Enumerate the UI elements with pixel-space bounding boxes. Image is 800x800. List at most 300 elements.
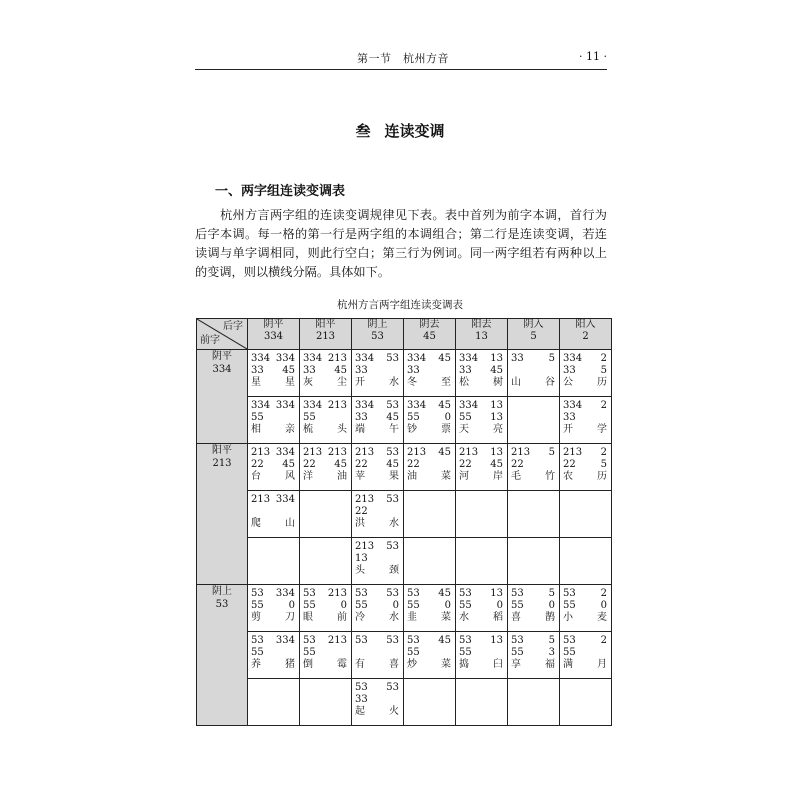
example-char: 台 — [251, 471, 261, 482]
sandhi-entry — [456, 397, 507, 438]
sandhi-tone: 55 — [511, 647, 524, 658]
column-tone-value: 213 — [315, 331, 336, 342]
citation-tone: 213 — [327, 635, 347, 646]
sandhi-tone: 22 — [511, 459, 524, 470]
citation-tone: 2 — [600, 400, 607, 411]
sandhi-tone: 55 — [251, 647, 264, 658]
citation-tone: 53 — [355, 588, 368, 599]
sandhi-entry — [300, 350, 351, 391]
citation-tone: 334 — [303, 400, 323, 411]
sandhi-tone: 45 — [334, 459, 347, 470]
example-char: 稻 — [493, 612, 503, 623]
table-row — [197, 538, 612, 585]
example-char: 山 — [511, 377, 521, 388]
example-char: 苹 — [355, 471, 365, 482]
citation-tone: 334 — [563, 400, 583, 411]
sandhi-tone: 0 — [496, 600, 503, 611]
example-char: 风 — [285, 471, 295, 482]
example-char: 农 — [563, 471, 573, 482]
sandhi-tone — [377, 647, 399, 659]
sandhi-tone — [325, 412, 347, 424]
sandhi-tone: 0 — [288, 600, 295, 611]
table-row — [197, 491, 612, 538]
citation-tone: 53 — [386, 447, 399, 458]
sandhi-cell — [300, 444, 352, 491]
sandhi-cell — [456, 350, 508, 397]
empty-cell — [404, 491, 456, 538]
sandhi-cell — [560, 397, 612, 444]
empty-cell — [300, 679, 352, 726]
example-char: 开 — [355, 377, 365, 388]
empty-cell — [560, 538, 612, 585]
citation-tone: 13 — [490, 353, 503, 364]
header-rule — [195, 69, 607, 70]
example-char: 炒 — [407, 659, 417, 670]
citation-tone: 213 — [355, 447, 375, 458]
column-header — [404, 319, 456, 350]
sandhi-entry — [352, 444, 403, 485]
sandhi-tone — [533, 365, 555, 377]
citation-tone: 2 — [600, 588, 607, 599]
citation-tone: 334 — [303, 353, 323, 364]
example-char: 洋 — [303, 471, 313, 482]
example-char: 满 — [563, 659, 573, 670]
example-char: 麦 — [597, 612, 607, 623]
sandhi-cell — [560, 585, 612, 632]
sandhi-cell — [404, 397, 456, 444]
citation-tone: 53 — [563, 588, 576, 599]
running-header-title: 第一节 杭州方音 — [357, 52, 449, 65]
sandhi-cell — [352, 538, 404, 585]
sandhi-entry — [508, 632, 559, 673]
sandhi-entry — [456, 444, 507, 485]
empty-cell — [300, 538, 352, 585]
citation-tone: 53 — [407, 635, 420, 646]
example-char: 头 — [355, 565, 365, 576]
column-tone-name: 阳去 — [471, 319, 492, 330]
sandhi-entry — [248, 350, 299, 391]
column-tone-name: 阳入 — [575, 319, 596, 330]
sandhi-cell — [352, 491, 404, 538]
example-char: 颈 — [389, 565, 399, 576]
sandhi-tone: 55 — [251, 412, 264, 423]
example-char: 油 — [407, 471, 417, 482]
sandhi-tone — [481, 647, 503, 659]
example-char: 霉 — [337, 659, 347, 670]
example-char: 尘 — [337, 377, 347, 388]
sandhi-tone: 33 — [563, 412, 576, 423]
citation-tone: 213 — [355, 494, 375, 505]
example-char: 至 — [441, 377, 451, 388]
section-title: 连读变调 — [384, 122, 445, 140]
sandhi-tone: 0 — [444, 412, 451, 423]
sandhi-cell — [300, 585, 352, 632]
citation-tone: 213 — [327, 400, 347, 411]
sandhi-cell — [352, 585, 404, 632]
example-char: 相 — [251, 424, 261, 435]
column-tone-name: 阴平 — [263, 319, 284, 330]
sandhi-tone: 33 — [355, 694, 368, 705]
sandhi-entry — [248, 444, 299, 485]
sandhi-tone: 45 — [334, 365, 347, 376]
sandhi-cell — [352, 397, 404, 444]
empty-cell — [404, 538, 456, 585]
example-char: 火 — [389, 706, 399, 717]
citation-tone: 334 — [563, 353, 583, 364]
sandhi-tone — [377, 694, 399, 706]
sandhi-entry — [248, 491, 299, 532]
sandhi-cell — [248, 350, 300, 397]
citation-tone: 213 — [407, 447, 427, 458]
example-char: 享 — [511, 659, 521, 670]
example-char: 菜 — [441, 612, 451, 623]
example-char: 公 — [563, 377, 573, 388]
example-char: 冬 — [407, 377, 417, 388]
sandhi-tone: 22 — [355, 506, 368, 517]
example-char: 山 — [285, 518, 295, 529]
citation-tone: 5 — [548, 353, 555, 364]
sandhi-entry — [456, 350, 507, 391]
citation-tone: 334 — [251, 353, 271, 364]
example-char: 有 — [355, 659, 365, 670]
sandhi-tone — [273, 647, 295, 659]
example-char: 票 — [441, 424, 451, 435]
sandhi-cell — [456, 632, 508, 679]
sandhi-tone: 55 — [407, 412, 420, 423]
citation-tone: 53 — [386, 635, 399, 646]
example-char: 臼 — [493, 659, 503, 670]
sandhi-entry — [352, 397, 403, 438]
sandhi-entry — [560, 397, 611, 438]
example-char: 养 — [251, 659, 261, 670]
sandhi-entry — [404, 585, 455, 626]
sandhi-entry — [352, 491, 403, 532]
sandhi-tone — [273, 506, 295, 518]
column-header — [508, 319, 560, 350]
column-tone-name: 阴上 — [367, 319, 388, 330]
citation-tone: 213 — [251, 494, 271, 505]
sandhi-entry — [508, 350, 559, 391]
sandhi-entry — [352, 585, 403, 626]
running-header — [195, 48, 607, 68]
citation-tone: 334 — [355, 353, 375, 364]
empty-cell — [560, 491, 612, 538]
sandhi-tone — [585, 412, 607, 424]
citation-tone: 53 — [251, 588, 264, 599]
sandhi-tone: 22 — [459, 459, 472, 470]
example-char: 冷 — [355, 612, 365, 623]
sandhi-tone: 22 — [563, 459, 576, 470]
example-char: 喜 — [511, 612, 521, 623]
sandhi-entry — [508, 585, 559, 626]
citation-tone: 53 — [355, 635, 368, 646]
citation-tone: 334 — [407, 400, 427, 411]
example-char: 河 — [459, 471, 469, 482]
empty-cell — [508, 397, 560, 444]
sandhi-tone: 0 — [600, 600, 607, 611]
sandhi-entry — [248, 632, 299, 673]
sandhi-tone — [251, 506, 273, 518]
citation-tone: 53 — [511, 635, 524, 646]
sandhi-tone: 0 — [392, 600, 399, 611]
sandhi-tone: 45 — [282, 459, 295, 470]
sandhi-tone — [377, 365, 399, 377]
sandhi-cell — [404, 585, 456, 632]
citation-tone: 334 — [407, 353, 427, 364]
sandhi-cell — [300, 397, 352, 444]
example-char: 猪 — [285, 659, 295, 670]
citation-tone: 13 — [490, 400, 503, 411]
sandhi-tone: 55 — [303, 647, 316, 658]
citation-tone: 334 — [459, 353, 479, 364]
example-char: 天 — [459, 424, 469, 435]
column-tone-value: 45 — [423, 331, 436, 342]
citation-tone: 53 — [355, 682, 368, 693]
example-char: 星 — [251, 377, 261, 388]
sandhi-cell — [248, 444, 300, 491]
corner-label-following: 后字 — [223, 321, 243, 332]
citation-tone: 213 — [303, 447, 323, 458]
sandhi-tone: 22 — [355, 459, 368, 470]
example-char: 洪 — [355, 518, 365, 529]
sandhi-entry — [352, 632, 403, 673]
corner-label-preceding: 前字 — [200, 335, 220, 346]
example-char: 树 — [493, 377, 503, 388]
example-char: 历 — [597, 377, 607, 388]
column-header — [300, 319, 352, 350]
sandhi-entry — [560, 350, 611, 391]
citation-tone: 53 — [386, 588, 399, 599]
example-char: 水 — [389, 377, 399, 388]
example-char: 韭 — [407, 612, 417, 623]
example-char: 捣 — [459, 659, 469, 670]
example-char: 谷 — [545, 377, 555, 388]
sandhi-cell — [352, 444, 404, 491]
table-corner-cell — [197, 319, 248, 350]
example-char: 午 — [389, 424, 399, 435]
sandhi-tone — [533, 459, 555, 471]
table-row — [197, 679, 612, 726]
example-char: 眼 — [303, 612, 313, 623]
citation-tone: 53 — [386, 541, 399, 552]
sandhi-tone: 55 — [563, 647, 576, 658]
table-row — [197, 632, 612, 679]
row-tone-value: 213 — [212, 458, 232, 469]
sandhi-entry — [404, 444, 455, 485]
sandhi-entry — [352, 350, 403, 391]
sandhi-cell — [508, 585, 560, 632]
sandhi-cell — [300, 632, 352, 679]
example-char: 开 — [563, 424, 573, 435]
sandhi-cell — [404, 444, 456, 491]
citation-tone: 2 — [600, 635, 607, 646]
sandhi-tone — [429, 459, 451, 471]
citation-tone: 53 — [386, 494, 399, 505]
sandhi-tone — [325, 647, 347, 659]
sandhi-tone: 33 — [251, 365, 264, 376]
example-char: 钞 — [407, 424, 417, 435]
citation-tone: 334 — [275, 588, 295, 599]
citation-tone: 53 — [563, 635, 576, 646]
citation-tone: 2 — [600, 353, 607, 364]
sandhi-tone: 55 — [563, 600, 576, 611]
example-char: 松 — [459, 377, 469, 388]
row-tone-name: 阴平 — [212, 351, 232, 362]
sandhi-tone: 55 — [407, 647, 420, 658]
citation-tone: 45 — [438, 635, 451, 646]
sandhi-tone — [273, 412, 295, 424]
citation-tone: 334 — [355, 400, 375, 411]
table-row — [197, 350, 612, 397]
example-char: 毛 — [511, 471, 521, 482]
empty-cell — [508, 538, 560, 585]
sandhi-tone: 55 — [303, 600, 316, 611]
sandhi-entry — [352, 538, 403, 579]
citation-tone: 334 — [275, 635, 295, 646]
sandhi-cell — [404, 632, 456, 679]
example-char: 历 — [597, 471, 607, 482]
sandhi-entry — [560, 632, 611, 673]
sandhi-tone — [377, 553, 399, 565]
body-paragraph: 杭州方言两字组的连读变调规律见下表。表中首列为前字本调，首行为后字本调。每一格的第一行是两字组的本调组合；第二行是连读变调，若连读调与单字调相同，则此行空白；第三行为例词。同一两字组若有两种以上的变调，则以横线分隔。具体如下。 — [195, 208, 607, 279]
example-char: 亮 — [493, 424, 503, 435]
example-char: 喜 — [389, 659, 399, 670]
citation-tone: 213 — [327, 588, 347, 599]
sandhi-cell — [456, 397, 508, 444]
sandhi-entry — [404, 397, 455, 438]
citation-tone: 13 — [490, 588, 503, 599]
column-tone-value: 5 — [530, 331, 537, 342]
sandhi-entry — [508, 444, 559, 485]
sandhi-tone — [585, 647, 607, 659]
table-caption: 杭州方言两字组连读变调表 — [337, 299, 463, 311]
example-char: 起 — [355, 706, 365, 717]
sandhi-tone: 45 — [490, 459, 503, 470]
sandhi-tone: 13 — [490, 412, 503, 423]
sandhi-cell — [352, 679, 404, 726]
citation-tone: 2 — [600, 447, 607, 458]
column-tone-value: 53 — [371, 331, 384, 342]
citation-tone: 53 — [251, 635, 264, 646]
column-tone-value: 334 — [263, 331, 284, 342]
sandhi-tone: 22 — [303, 459, 316, 470]
sandhi-entry — [300, 444, 351, 485]
sandhi-tone: 33 — [563, 365, 576, 376]
column-header — [248, 319, 300, 350]
sandhi-cell — [456, 585, 508, 632]
citation-tone: 213 — [251, 447, 271, 458]
sandhi-cell — [352, 350, 404, 397]
sandhi-tone: 3 — [548, 647, 555, 658]
sandhi-cell — [248, 632, 300, 679]
example-char: 剪 — [251, 612, 261, 623]
tone-sandhi-table — [196, 318, 612, 726]
sandhi-entry — [248, 397, 299, 438]
citation-tone: 334 — [251, 400, 271, 411]
sandhi-entry — [560, 585, 611, 626]
sandhi-cell — [508, 350, 560, 397]
sandhi-tone — [429, 365, 451, 377]
sandhi-tone: 55 — [511, 600, 524, 611]
empty-cell — [300, 491, 352, 538]
empty-cell — [404, 679, 456, 726]
citation-tone: 334 — [459, 400, 479, 411]
citation-tone: 213 — [355, 541, 375, 552]
sandhi-tone: 55 — [459, 647, 472, 658]
example-char: 灰 — [303, 377, 313, 388]
sandhi-cell — [456, 444, 508, 491]
example-char: 水 — [389, 612, 399, 623]
column-tone-name: 阳平 — [315, 319, 336, 330]
sandhi-tone: 5 — [600, 459, 607, 470]
sandhi-cell — [300, 350, 352, 397]
row-header — [197, 585, 248, 726]
sandhi-entry — [300, 632, 351, 673]
example-char: 梳 — [303, 424, 313, 435]
sandhi-tone: 55 — [251, 600, 264, 611]
sandhi-tone — [429, 647, 451, 659]
sandhi-cell — [508, 444, 560, 491]
sandhi-cell — [560, 632, 612, 679]
example-char: 水 — [389, 518, 399, 529]
sandhi-entry — [456, 632, 507, 673]
citation-tone: 53 — [511, 588, 524, 599]
column-tone-name: 阴入 — [523, 319, 544, 330]
row-tone-name: 阴上 — [212, 586, 232, 597]
example-char: 刀 — [285, 612, 295, 623]
sandhi-cell — [508, 632, 560, 679]
empty-cell — [456, 538, 508, 585]
sandhi-tone — [355, 647, 377, 659]
table-header-row — [197, 319, 612, 350]
citation-tone: 13 — [490, 447, 503, 458]
sandhi-tone: 45 — [386, 459, 399, 470]
example-char: 菜 — [441, 659, 451, 670]
citation-tone: 5 — [548, 588, 555, 599]
citation-tone: 53 — [407, 588, 420, 599]
citation-tone: 45 — [438, 447, 451, 458]
empty-cell — [508, 679, 560, 726]
citation-tone: 334 — [275, 353, 295, 364]
column-header — [352, 319, 404, 350]
empty-cell — [508, 491, 560, 538]
citation-tone: 45 — [438, 588, 451, 599]
sandhi-cell — [352, 632, 404, 679]
sandhi-tone: 0 — [340, 600, 347, 611]
example-char: 倒 — [303, 659, 313, 670]
sandhi-tone: 0 — [548, 600, 555, 611]
column-tone-value: 13 — [475, 331, 488, 342]
column-header — [456, 319, 508, 350]
citation-tone: 53 — [459, 588, 472, 599]
sandhi-tone: 13 — [355, 553, 368, 564]
empty-cell — [456, 679, 508, 726]
sandhi-cell — [248, 397, 300, 444]
column-tone-name: 阴去 — [419, 319, 440, 330]
example-char: 福 — [545, 659, 555, 670]
example-char: 前 — [337, 612, 347, 623]
sandhi-tone: 22 — [251, 459, 264, 470]
sandhi-tone: 22 — [407, 459, 420, 470]
sandhi-tone: 45 — [386, 412, 399, 423]
empty-cell — [248, 538, 300, 585]
sandhi-entry — [300, 397, 351, 438]
sandhi-tone: 0 — [444, 600, 451, 611]
example-char: 鹊 — [545, 612, 555, 623]
example-char: 亲 — [285, 424, 295, 435]
sandhi-cell — [404, 350, 456, 397]
citation-tone: 45 — [438, 400, 451, 411]
